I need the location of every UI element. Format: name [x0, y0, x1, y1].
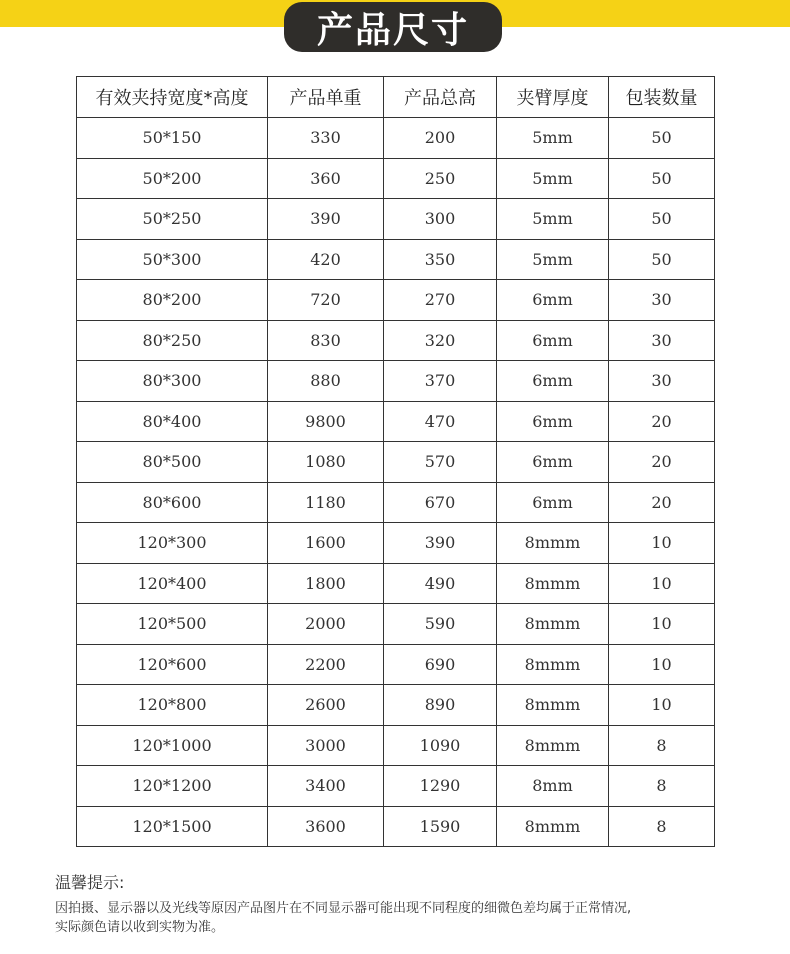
- table-row: [77, 523, 715, 564]
- table-cell: 3000: [268, 725, 384, 766]
- section-title: [284, 2, 502, 52]
- table-cell: 8mmm: [497, 725, 609, 766]
- notice-line: 因拍摄、显示器以及光线等原因产品图片在不同显示器可能出现不同程度的细微色差均属于正常情况,: [55, 901, 632, 916]
- table-row: [77, 604, 715, 645]
- table-row: [77, 361, 715, 402]
- table-cell: 20: [609, 442, 715, 483]
- table-cell: 270: [384, 280, 497, 321]
- table-cell: 80*300: [77, 361, 268, 402]
- table-row: [77, 401, 715, 442]
- table-cell: 370: [384, 361, 497, 402]
- table-cell: 80*200: [77, 280, 268, 321]
- table-cell: 120*300: [77, 523, 268, 564]
- table-cell: 5mm: [497, 118, 609, 159]
- table-cell: 30: [609, 280, 715, 321]
- table-cell: 1800: [268, 563, 384, 604]
- table-cell: 6mm: [497, 361, 609, 402]
- table-cell: 570: [384, 442, 497, 483]
- table-cell: 330: [268, 118, 384, 159]
- table-row: [77, 280, 715, 321]
- table-cell: 50*200: [77, 158, 268, 199]
- notice-title: 温馨提示:: [55, 873, 125, 892]
- table-cell: 6mm: [497, 401, 609, 442]
- table-cell: 5mm: [497, 199, 609, 240]
- table-cell: 80*500: [77, 442, 268, 483]
- table-cell: 3400: [268, 766, 384, 807]
- table-cell: 10: [609, 685, 715, 726]
- table-cell: 50: [609, 158, 715, 199]
- table-cell: 30: [609, 361, 715, 402]
- table-cell: 8mmm: [497, 523, 609, 564]
- table-row: [77, 158, 715, 199]
- table-cell: 10: [609, 604, 715, 645]
- table-cell: 120*1000: [77, 725, 268, 766]
- table-cell: 80*600: [77, 482, 268, 523]
- table-row: [77, 563, 715, 604]
- table-row: [77, 725, 715, 766]
- table-cell: 2600: [268, 685, 384, 726]
- table-cell: 390: [268, 199, 384, 240]
- spec-table: [76, 76, 715, 847]
- table-cell: 8mmm: [497, 806, 609, 847]
- table-cell: 320: [384, 320, 497, 361]
- table-cell: 80*250: [77, 320, 268, 361]
- table-cell: 300: [384, 199, 497, 240]
- column-header: 产品总高: [384, 77, 497, 118]
- table-cell: 80*400: [77, 401, 268, 442]
- table-cell: 20: [609, 482, 715, 523]
- table-cell: 8: [609, 725, 715, 766]
- table-row: [77, 239, 715, 280]
- table-cell: 490: [384, 563, 497, 604]
- table-cell: 8mm: [497, 766, 609, 807]
- table-cell: 30: [609, 320, 715, 361]
- table-cell: 50: [609, 199, 715, 240]
- table-cell: 8: [609, 806, 715, 847]
- table-cell: 120*500: [77, 604, 268, 645]
- table-cell: 8mmm: [497, 685, 609, 726]
- table-cell: 6mm: [497, 442, 609, 483]
- table-cell: 1180: [268, 482, 384, 523]
- table-cell: 1590: [384, 806, 497, 847]
- table-row: [77, 442, 715, 483]
- table-cell: 1080: [268, 442, 384, 483]
- table-header-row: [77, 77, 715, 118]
- column-header: 夹臂厚度: [497, 77, 609, 118]
- table-row: [77, 766, 715, 807]
- table-row: [77, 320, 715, 361]
- table-cell: 5mm: [497, 239, 609, 280]
- table-cell: 50: [609, 118, 715, 159]
- table-cell: 470: [384, 401, 497, 442]
- table-cell: 3600: [268, 806, 384, 847]
- notice-line: 实际颜色请以收到实物为准。: [55, 920, 225, 935]
- table-cell: 1600: [268, 523, 384, 564]
- table-cell: 50*300: [77, 239, 268, 280]
- notice-block: [55, 870, 775, 937]
- table-row: [77, 482, 715, 523]
- section-title-text: 产品尺寸: [316, 9, 469, 51]
- table-cell: 890: [384, 685, 497, 726]
- table-body: [77, 118, 715, 847]
- table-cell: 420: [268, 239, 384, 280]
- table-cell: 2200: [268, 644, 384, 685]
- table-cell: 1090: [384, 725, 497, 766]
- table-cell: 250: [384, 158, 497, 199]
- table-cell: 200: [384, 118, 497, 159]
- table-row: [77, 806, 715, 847]
- table-cell: 120*400: [77, 563, 268, 604]
- table-cell: 10: [609, 644, 715, 685]
- table-cell: 880: [268, 361, 384, 402]
- table-cell: 6mm: [497, 320, 609, 361]
- table-cell: 690: [384, 644, 497, 685]
- table-row: [77, 118, 715, 159]
- table-cell: 50: [609, 239, 715, 280]
- table-cell: 720: [268, 280, 384, 321]
- table-cell: 2000: [268, 604, 384, 645]
- table-cell: 120*1200: [77, 766, 268, 807]
- table-cell: 6mm: [497, 280, 609, 321]
- table-row: [77, 685, 715, 726]
- table-cell: 120*800: [77, 685, 268, 726]
- table-cell: 50*150: [77, 118, 268, 159]
- column-header: 包装数量: [609, 77, 715, 118]
- table-cell: 8mmm: [497, 604, 609, 645]
- table-cell: 360: [268, 158, 384, 199]
- table-cell: 10: [609, 523, 715, 564]
- table-cell: 8: [609, 766, 715, 807]
- table-cell: 5mm: [497, 158, 609, 199]
- table-cell: 390: [384, 523, 497, 564]
- table-cell: 10: [609, 563, 715, 604]
- table-cell: 1290: [384, 766, 497, 807]
- table-cell: 120*600: [77, 644, 268, 685]
- column-header: 有效夹持宽度*高度: [77, 77, 268, 118]
- table-cell: 350: [384, 239, 497, 280]
- table-cell: 590: [384, 604, 497, 645]
- table-cell: 6mm: [497, 482, 609, 523]
- table-cell: 8mmm: [497, 644, 609, 685]
- table-cell: 120*1500: [77, 806, 268, 847]
- column-header: 产品单重: [268, 77, 384, 118]
- table-cell: 20: [609, 401, 715, 442]
- table-row: [77, 644, 715, 685]
- table-row: [77, 199, 715, 240]
- table-cell: 9800: [268, 401, 384, 442]
- table-cell: 50*250: [77, 199, 268, 240]
- table-cell: 830: [268, 320, 384, 361]
- table-cell: 8mmm: [497, 563, 609, 604]
- spec-table-container: [76, 76, 714, 847]
- table-cell: 670: [384, 482, 497, 523]
